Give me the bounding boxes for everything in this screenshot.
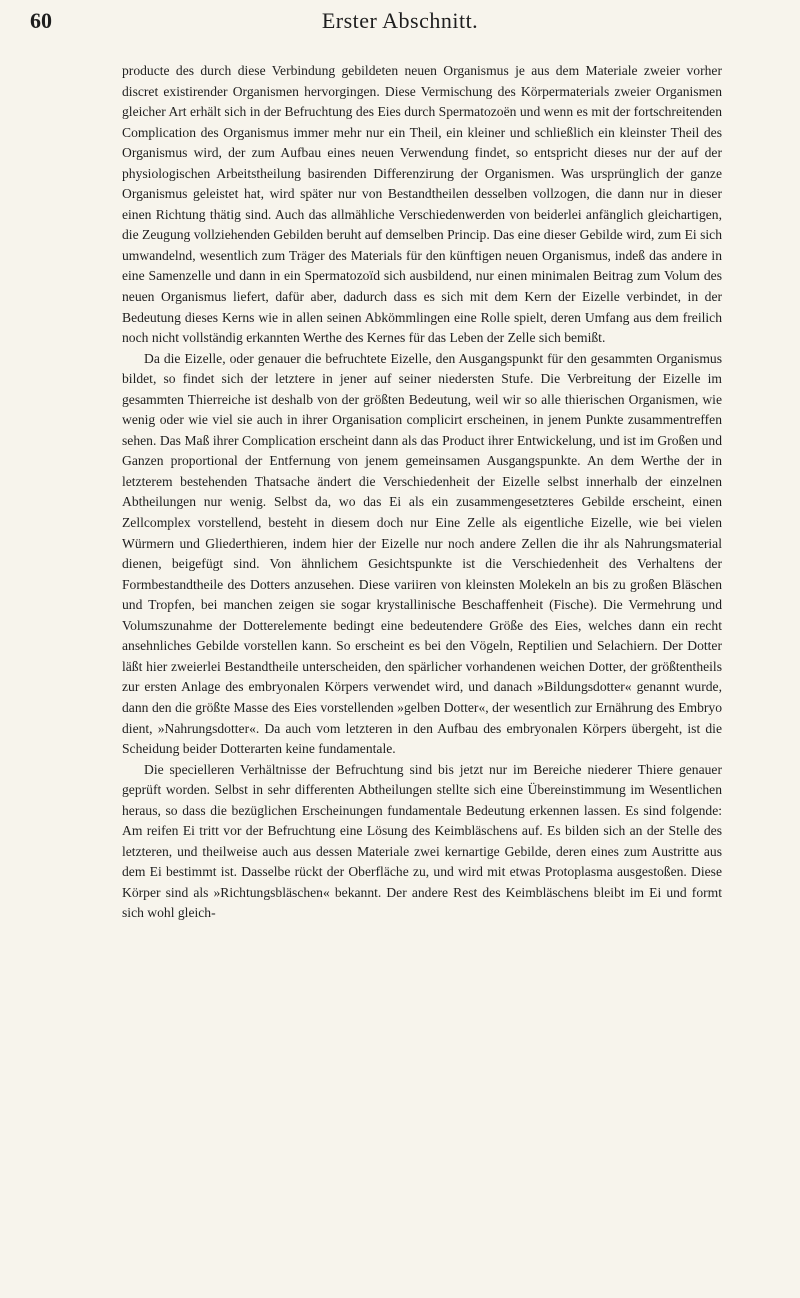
page-number: 60	[30, 8, 52, 33]
paragraph-3: Die specielleren Verhältnisse der Befruchtung sind bis jetzt nur im Bereiche niederer Thiere genauer geprüft worden. Selbst in sehr differenten Abtheilungen stellte sich eine Übereinstimmung im Wesentlichen heraus, so dass die bezüglichen Erscheinungen fundamentale Bedeutung erkennen lassen. Es sind folgende: Am reifen Ei tritt vor der Befruchtung eine Lösung des Keimbläschens auf. Es bilden sich an der Stelle des letzteren, und theilweise auch aus dessen Materiale zwei kernartige Gebilde, deren eines zum Austritte aus dem Ei bestimmt ist. Dasselbe rückt der Oberfläche zu, und wird mit etwas Protoplasma ausgestoßen. Diese Körper sind als »Richtungsbläschen« bekannt. Der andere Rest des Keimbläschens bleibt im Ei und formt sich wohl gleich-	[122, 761, 722, 921]
running-title: Erster Abschnitt.	[321, 8, 479, 33]
page-header	[30, 8, 770, 48]
paragraph-2: Da die Eizelle, oder genauer die befruchtete Eizelle, den Ausgangspunkt für den gesammten Organismus bildet, so findet sich der letztere in jener auf seiner niedersten Stufe. Die Verbreitung der Eizelle im gesammten Thierreiche ist deshalb von der größten Bedeutung, weil wir so alle thierischen Organismen, wie wenig oder wie viel sie auch in ihrer Organisation complicirt erscheinen, in jenem Punkte zusammentreffen sehen. Das Maß ihrer Complication erscheint dann als das Product ihrer Entwickelung, und ist im Großen und Ganzen proportional der Entfernung von jenem gemeinsamen Ausgangspunkte. An dem Werthe der in letzterem bestehenden Thatsache ändert die Verschiedenheit der Eizelle selbst innerhalb der einzelnen Abtheilungen nur wenig. Selbst da, wo das Ei als ein zusammengesetzteres Gebilde erscheint, einen Zellcomplex vorstellend, besteht in diesem doch nur Eine Zelle als eigentliche Eizelle, wie bei vielen Würmern und Gliederthieren, indem hier der Eizelle nur noch andere Zellen die ihr als Nahrungsmaterial dienen, beigefügt sind. Von ähnlichem Gesichtspunkte ist die Verschiedenheit des Verhaltens der Formbestandtheile des Dotters anzusehen. Diese variiren von kleinsten Molekeln an bis zu großen Bläschen und Tropfen, bei manchen zeigen sie sogar krystallinische Beschaffenheit (Fische). Die Vermehrung und Volumszunahme der Dotterelemente bedingt eine bedeutendere Größe des Eies, welches dann ein recht ansehnliches Gebilde vorstellen kann. So erscheint es bei den Vögeln, Reptilien und Selachiern. Der Dotter läßt hier zweierlei Bestandtheile unterscheiden, den spärlicher vorhandenen weichen Dotter, der größtentheils zur ersten Anlage des embryonalen Körpers verwendet wird, und danach »Bildungsdotter« genannt wurde, dann den die größte Masse des Eies vorstellenden »gelben Dotter«, der wesentlich zur Ernährung des Embryo dient, »Nahrungsdotter«. Da auch vom letzteren in den Aufbau des embryonalen Körpers übergeht, ist die Scheidung beider Dotterarten keine fundamentale.	[122, 350, 722, 757]
paragraph-1: producte des durch diese Verbindung gebildeten neuen Organismus je aus dem Materiale zweier vorher discret existirender Organismen hervorgingen. Diese Vermischung des Körpermaterials zweier Organismen gleicher Art erhält sich in der Befruchtung des Eies durch Spermatozoën und wenn es mit der fortschreitenden Complication des Organismus immer mehr nur ein Theil, ein kleiner und schließlich ein kleinster Theil des Organismus wird, der zum Aufbau eines neuen Verwendung findet, so entspricht dieses nur der auf der physiologischen Arbeitstheilung basirenden Differenzirung der Organismen. Was ursprünglich der ganze Organismus geleistet hat, wird später nur von Bestandtheilen desselben vollzogen, die dann nur in dieser einen Richtung thätig sind. Auch das allmähliche Verschiedenwerden von beiderlei anfänglich gleichartigen, die Zeugung vollziehenden Gebilden beruht auf demselben Princip. Das eine dieser Gebilde wird, zum Ei sich umwandelnd, wesentlich zum Träger des Materials für den künftigen neuen Organismus, indeß das andere in eine Samenzelle und dann in ein Spermatozoïd sich ausbildend, nur einen minimalen Beitrag zum Volum des neuen Organismus liefert, dafür aber, dadurch dass es sich mit dem Kern der Eizelle verbindet, in der Bedeutung dieses Kerns wie in allen seinen Abkömmlingen eine Rolle spielt, deren Umfang aus dem freilich noch nicht vollständig erkannten Werthe des Kernes für das Leben der Zelle sich bemißt.	[122, 63, 722, 346]
body-text	[122, 61, 722, 924]
